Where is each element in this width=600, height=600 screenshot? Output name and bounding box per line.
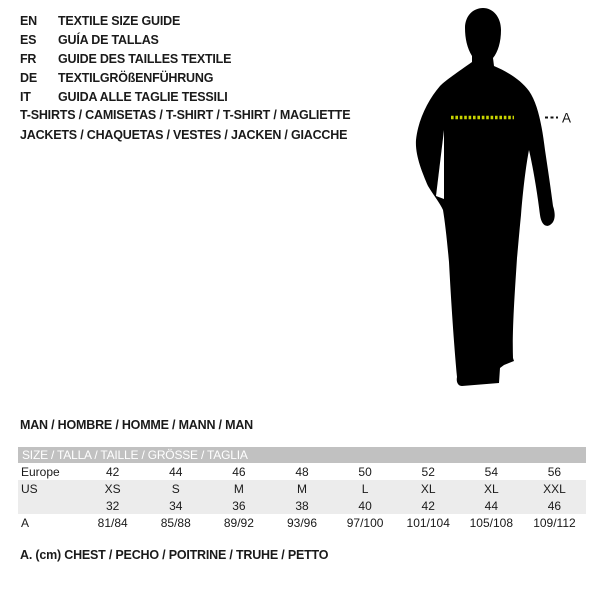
cell: 42 — [421, 498, 435, 513]
cell: 36 — [232, 498, 246, 513]
language-code: FR — [20, 51, 37, 66]
cell: L — [361, 481, 369, 496]
man-silhouette-svg — [400, 0, 600, 400]
language-label: GUÍA DE TALLAS — [58, 32, 159, 47]
cell: S — [171, 481, 180, 496]
language-label: GUIDA ALLE TAGLIE TESSILI — [58, 90, 228, 105]
garment-categories — [20, 106, 350, 145]
language-row-it — [20, 88, 231, 107]
cell: 44 — [484, 498, 498, 513]
cell: 38 — [295, 498, 309, 513]
cell: 89/92 — [223, 515, 254, 530]
category-jackets: JACKETS / CHAQUETAS / VESTES / JACKEN / GIACCHE — [20, 127, 348, 142]
size-table-header-row — [18, 447, 586, 463]
section-label-man: MAN / HOMBRE / HOMME / MANN / MAN — [20, 418, 253, 432]
language-row-es — [20, 30, 231, 49]
language-label: TEXTILGRÖßENFÜHRUNG — [58, 71, 214, 86]
cell: 54 — [484, 464, 498, 479]
cell: XXL — [543, 481, 566, 496]
language-row-fr — [20, 49, 231, 68]
cell: 56 — [547, 464, 562, 479]
row-label: Europe — [21, 464, 60, 479]
cell: 50 — [358, 464, 372, 479]
language-label: GUIDE DES TAILLES TEXTILE — [58, 51, 232, 66]
language-row-de — [20, 69, 231, 88]
cell: 42 — [105, 464, 120, 479]
table-row-europe — [18, 463, 586, 480]
language-row-en — [20, 11, 231, 30]
measurement-footnote: A. (cm) CHEST / PECHO / POITRINE / TRUHE / PETTO — [20, 548, 329, 562]
cell: 46 — [547, 498, 562, 513]
cell: 48 — [295, 464, 309, 479]
man-silhouette-shape — [416, 8, 555, 386]
size-table-header: SIZE / TALLA / TAILLE / GRÖSSE / TAGLIA — [18, 447, 586, 463]
cell: XL — [483, 481, 499, 496]
cell: 44 — [169, 464, 183, 479]
cell: 32 — [105, 498, 120, 513]
category-tshirts: T-SHIRTS / CAMISETAS / T-SHIRT / T-SHIRT / MAGLIETTE — [20, 108, 351, 122]
size-table — [18, 447, 586, 531]
cell: 52 — [421, 464, 435, 479]
language-code: ES — [20, 32, 37, 47]
cell: 93/96 — [286, 515, 317, 530]
cell: 109/112 — [533, 515, 576, 530]
table-row-us — [18, 480, 586, 497]
cell: 101/104 — [406, 515, 450, 530]
row-label: A — [21, 515, 30, 530]
language-list — [20, 11, 231, 107]
cell: M — [233, 481, 244, 496]
cell: XL — [420, 481, 436, 496]
cell: 81/84 — [97, 515, 128, 530]
cell: 40 — [358, 498, 372, 513]
cell: 97/100 — [346, 515, 384, 530]
cell: 46 — [232, 464, 246, 479]
cell: 34 — [169, 498, 183, 513]
table-row-alt-size — [18, 497, 586, 514]
cell: XS — [104, 481, 121, 496]
cell: M — [296, 481, 307, 496]
man-silhouette-figure — [400, 0, 600, 400]
language-code: DE — [20, 71, 37, 86]
row-label — [18, 497, 81, 514]
measure-label-a: A — [562, 110, 572, 126]
table-row-chest-cm — [18, 514, 586, 531]
row-label: US — [21, 481, 38, 496]
cell: 105/108 — [469, 515, 514, 530]
cell: 85/88 — [160, 515, 191, 530]
language-code: EN — [20, 13, 37, 28]
language-code: IT — [20, 90, 31, 105]
language-label: TEXTILE SIZE GUIDE — [58, 13, 181, 28]
